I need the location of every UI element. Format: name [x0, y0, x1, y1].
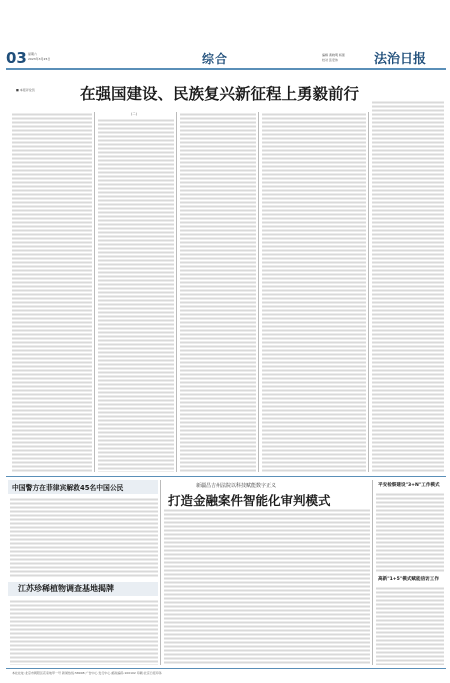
header-rule [6, 68, 446, 70]
bottom-right-text-2 [376, 586, 444, 665]
bottom-divider-1 [160, 480, 161, 665]
bottom-right-text-1 [376, 492, 444, 572]
body-text-col-2 [98, 118, 174, 472]
col-divider-1 [94, 112, 95, 472]
bottom-center-title: 打造金融案件智能化审判模式 [168, 493, 331, 508]
bottom-center-kicker: 新疆昌吉州法院以科技赋能数字正义 [196, 483, 277, 489]
bottom-left-title-1: 中国警方在菲律宾解救45名中国公民 [12, 484, 124, 492]
byline: ■ 本报评论员 [16, 88, 35, 92]
mid-rule [6, 476, 446, 477]
section-title: 综合 [202, 52, 229, 66]
bottom-right-title-2: 高新"1+5"模式赋能信访工作 [378, 577, 439, 582]
col-divider-3 [258, 112, 259, 472]
body-text-col-3 [180, 112, 256, 472]
bottom-left-text-2 [10, 599, 158, 665]
bottom-right-title-1: 平安检察建设"3+N"工作模式 [378, 483, 440, 488]
date-line-2: 2023年3月25日 [28, 57, 51, 61]
body-text-col-4 [262, 112, 366, 472]
body-text-col-5 [372, 100, 444, 472]
page-number: 03 [6, 49, 27, 67]
bottom-left-text-1 [10, 497, 158, 577]
bottom-left-title-2: 江苏珍稀植物调查基地揭牌 [18, 584, 114, 593]
bottom-divider-2 [372, 480, 373, 665]
bottom-center-text [164, 508, 370, 665]
footer-rule [6, 668, 446, 669]
body-text-col-1 [12, 112, 92, 472]
article-title: 在强国建设、民族复兴新征程上勇毅前行 [80, 85, 360, 103]
col-divider-4 [368, 112, 369, 472]
editor-line-1: 编辑 黄晓明 杨蕾 [322, 53, 345, 57]
col-divider-2 [176, 112, 177, 472]
footer-text: 本社社址:北京市朝阳区花家地甲一号 新闻热线:58908 广告中心 发行中心 邮政编码:100102 印刷:北京日报印务 [12, 671, 162, 675]
editor-line-2: 校对 张宏伟 [322, 58, 338, 62]
masthead: 法治日报 [374, 52, 427, 67]
date-line-1: 星期六 [28, 52, 38, 56]
section-marker-2: (二) [131, 112, 137, 116]
